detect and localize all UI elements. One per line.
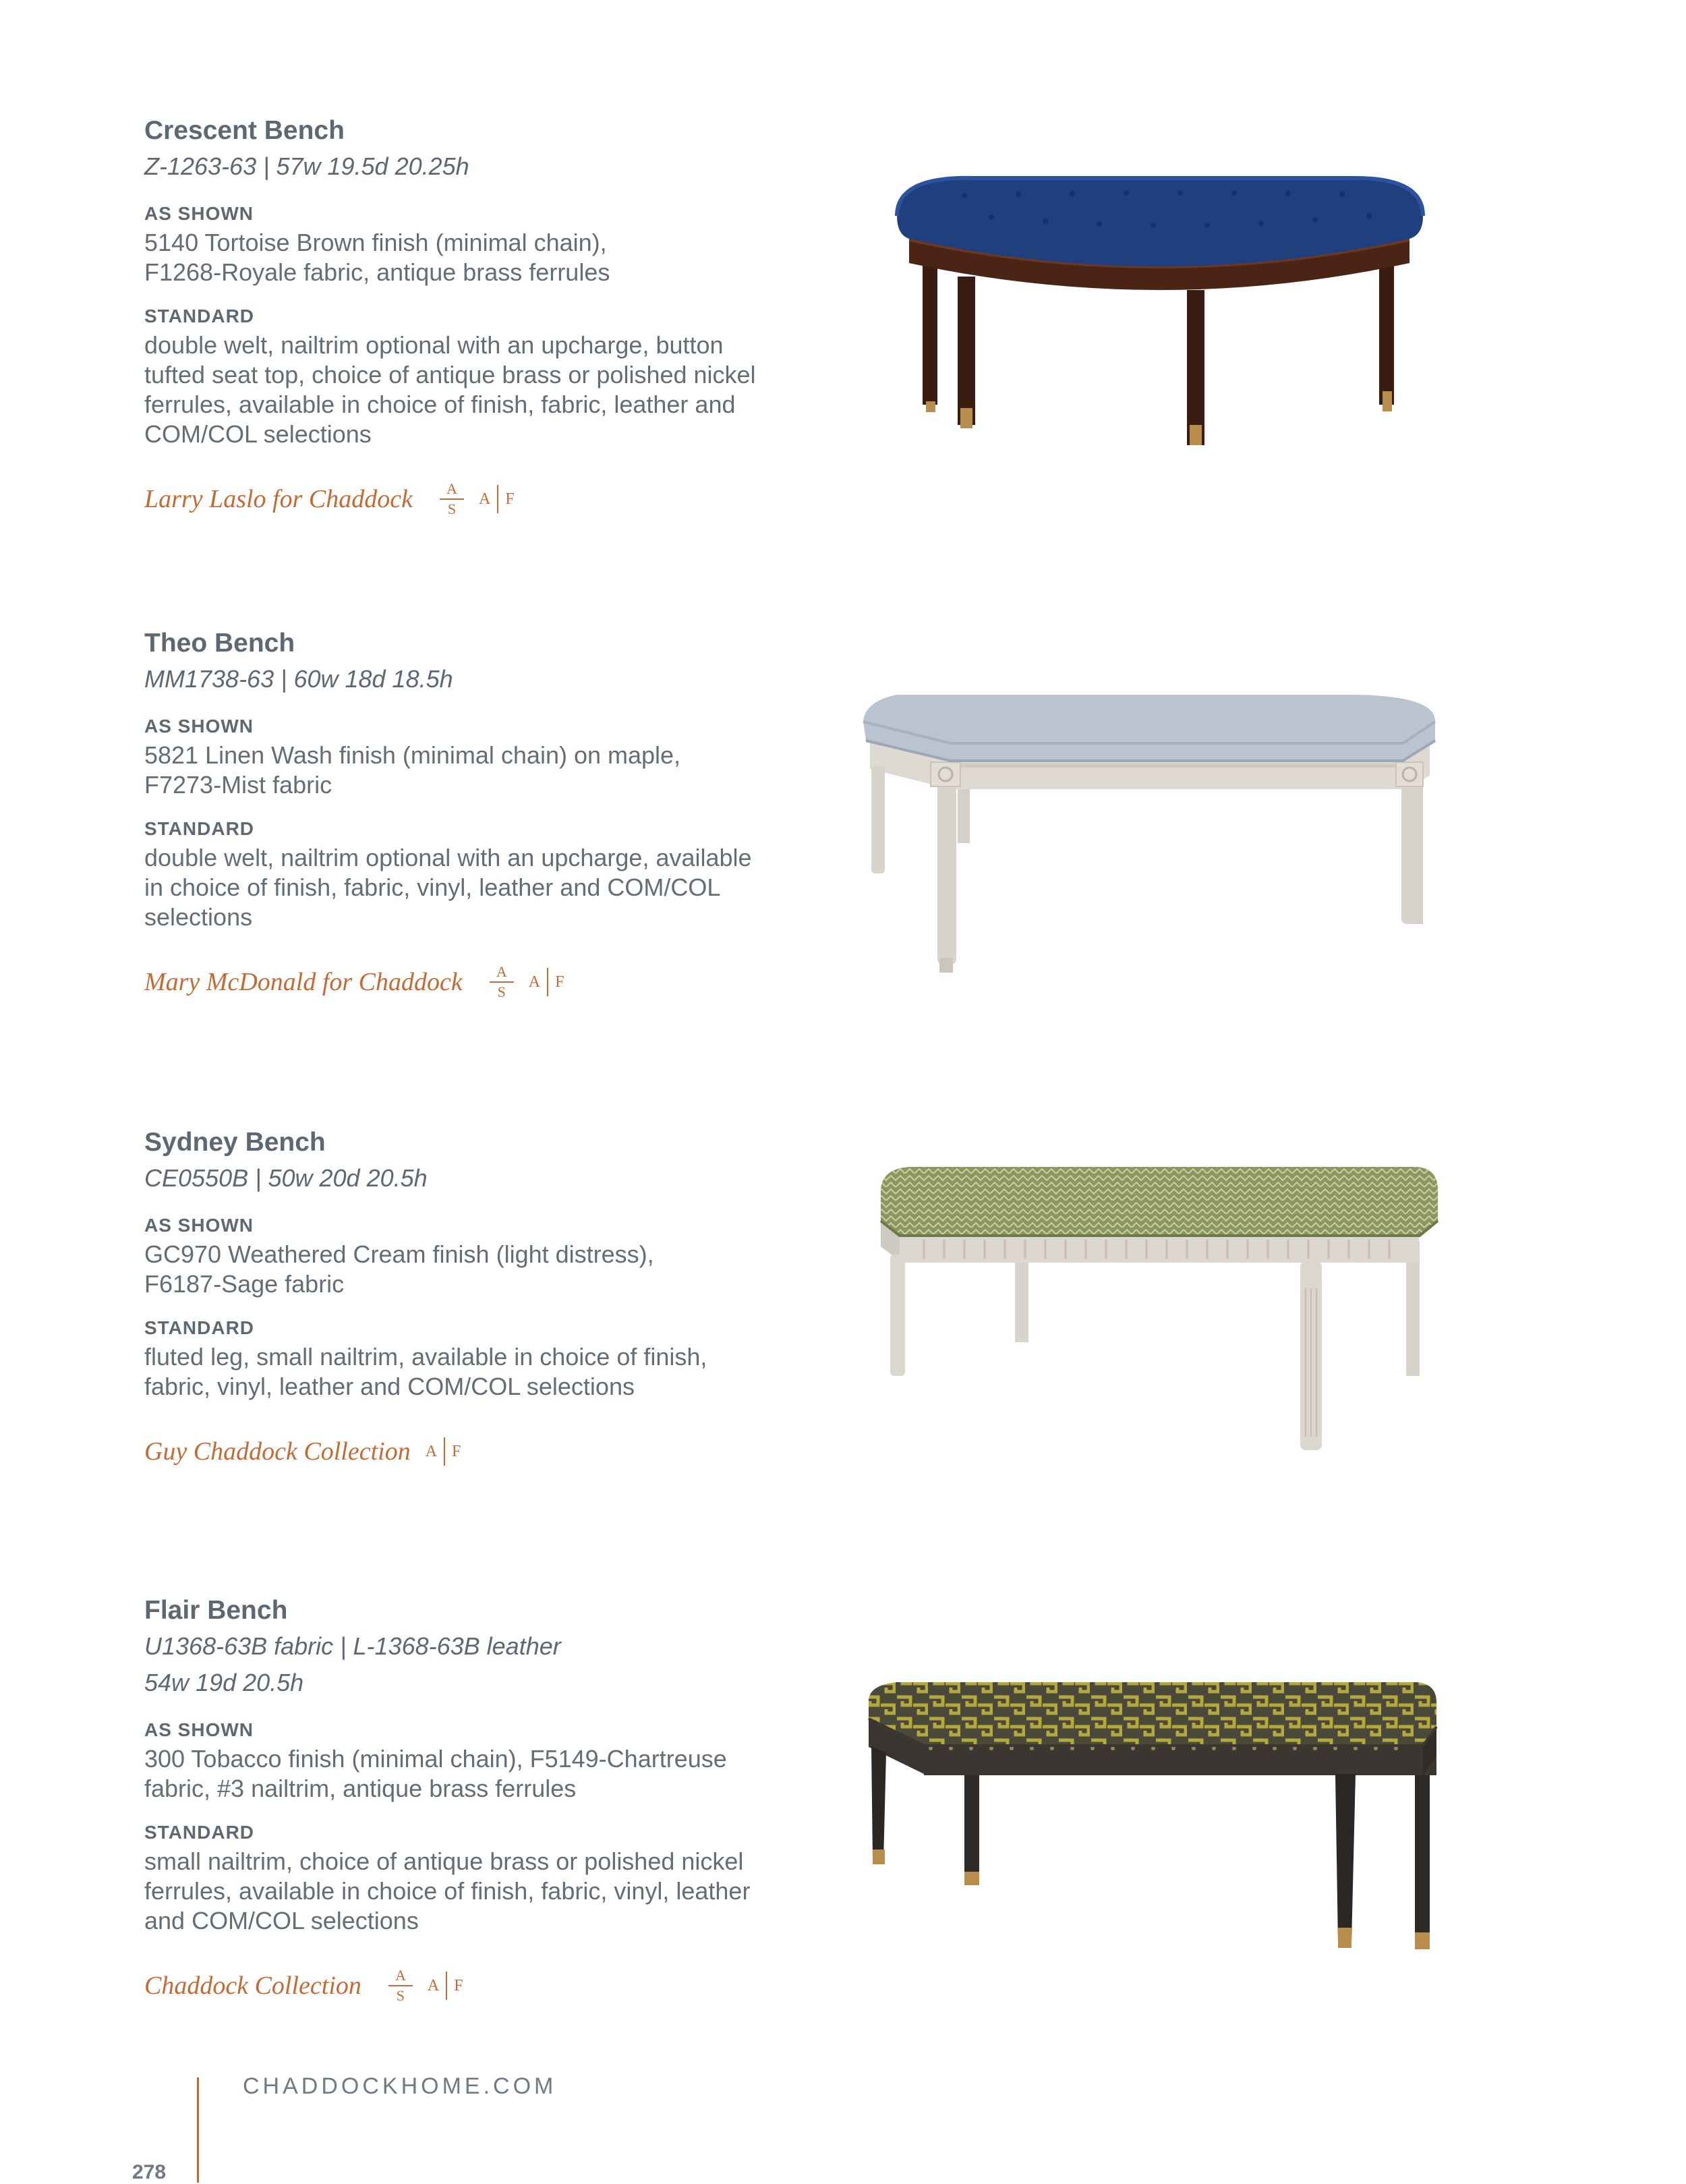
product-code: CE0550B | 50w 20d 20.5h [144, 1164, 428, 1192]
as-shown-label: AS SHOWN [144, 1215, 254, 1236]
standard-label: STANDARD [144, 1317, 255, 1338]
as-shown-label: AS SHOWN [144, 716, 254, 737]
as-shown-line: F6187-Sage fabric [144, 1270, 345, 1298]
as-shown-label: AS SHOWN [144, 1719, 254, 1740]
af-mark-left: A [528, 973, 541, 991]
sydney-bench-image [877, 1160, 1443, 1457]
standard-line: double welt, nailtrim optional with an upcharge, available [144, 844, 752, 871]
standard-line: small nailtrim, choice of antique brass or polished nickel [144, 1847, 744, 1875]
designer-row [144, 1427, 846, 1476]
product-theo-bench [144, 626, 846, 1006]
standard-line: tufted seat top, choice of antique brass or polished nickel [144, 361, 756, 389]
af-mark-icon [479, 485, 515, 513]
af-mark-icon [428, 1972, 463, 2000]
product-crescent-bench [144, 113, 846, 523]
product-code: Z-1263-63 | 57w 19.5d 20.25h [144, 152, 469, 180]
designer-row [144, 958, 846, 1006]
standard-line: fluted leg, small nailtrim, available in choice of finish, [144, 1343, 707, 1371]
af-mark-right: F [555, 973, 564, 991]
footer-divider [197, 2077, 199, 2183]
standard-line: ferrules, available in choice of finish, fabric, vinyl, leather [144, 1877, 751, 1905]
as-mark-icon [490, 964, 514, 1000]
as-shown-line: F1268-Royale fabric, antique brass ferrules [144, 258, 610, 286]
as-shown-label: AS SHOWN [144, 203, 254, 224]
as-shown-line: 5140 Tortoise Brown finish (minimal chain), [144, 229, 607, 256]
af-mark-right: F [454, 1976, 463, 1994]
af-mark-icon [529, 968, 564, 996]
as-mark-icon [388, 1967, 413, 2004]
theo-bench-image [856, 681, 1450, 978]
as-mark-top: A [496, 963, 507, 980]
af-mark-icon [426, 1437, 461, 1466]
standard-line: fabric, vinyl, leather and COM/COL selections [144, 1373, 635, 1400]
as-mark-icon [440, 481, 464, 517]
product-code: U1368-63B fabric | L-1368-63B leather [144, 1632, 561, 1660]
as-mark-bottom: S [447, 500, 457, 517]
standard-line: ferrules, available in choice of finish, fabric, leather and [144, 391, 736, 418]
flair-bench-image [863, 1673, 1450, 1963]
standard-line: double welt, nailtrim optional with an upcharge, button [144, 331, 724, 359]
product-title: Sydney Bench [144, 1128, 326, 1157]
as-shown-line: F7273-Mist fabric [144, 771, 332, 799]
af-mark-left: A [478, 490, 491, 508]
product-sydney-bench [144, 1125, 846, 1476]
standard-line: selections [144, 903, 253, 931]
designer-credit: Guy Chaddock Collection [144, 1437, 411, 1466]
designer-row [144, 1961, 846, 2010]
as-mark-bottom: S [497, 983, 506, 1000]
as-shown-line: GC970 Weathered Cream finish (light distress), [144, 1240, 654, 1268]
as-shown-line: 5821 Linen Wash finish (minimal chain) on maple, [144, 741, 681, 769]
page-number: 278 [132, 2161, 167, 2183]
designer-credit: Chaddock Collection [144, 1972, 361, 2000]
product-title: Theo Bench [144, 629, 295, 658]
product-dimensions: 54w 19d 20.5h [144, 1669, 304, 1696]
as-mark-top: A [446, 480, 457, 497]
footer-website[interactable]: CHADDOCKHOME.COM [243, 2073, 557, 2099]
standard-label: STANDARD [144, 1822, 255, 1843]
designer-credit: Larry Laslo for Chaddock [144, 485, 413, 513]
standard-line: COM/COL selections [144, 420, 372, 448]
designer-credit: Mary McDonald for Chaddock [144, 968, 463, 996]
standard-line: and COM/COL selections [144, 1907, 419, 1934]
as-mark-bottom: S [396, 1987, 405, 2004]
af-mark-right: F [452, 1442, 461, 1460]
af-mark-left: A [425, 1442, 438, 1460]
product-title: Crescent Bench [144, 116, 345, 145]
crescent-bench-image [890, 169, 1430, 445]
standard-line: in choice of finish, fabric, vinyl, leather and COM/COL [144, 873, 721, 901]
product-code: MM1738-63 | 60w 18d 18.5h [144, 665, 453, 693]
product-flair-bench [144, 1593, 846, 2010]
af-mark-left: A [427, 1976, 440, 1994]
af-mark-right: F [505, 490, 515, 508]
as-shown-line: fabric, #3 nailtrim, antique brass ferrules [144, 1775, 577, 1802]
product-title: Flair Bench [144, 1596, 288, 1625]
standard-label: STANDARD [144, 306, 255, 326]
as-mark-top: A [395, 1967, 406, 1984]
as-shown-line: 300 Tobacco finish (minimal chain), F5149-Chartreuse [144, 1745, 727, 1773]
standard-label: STANDARD [144, 818, 255, 839]
designer-row [144, 475, 846, 523]
